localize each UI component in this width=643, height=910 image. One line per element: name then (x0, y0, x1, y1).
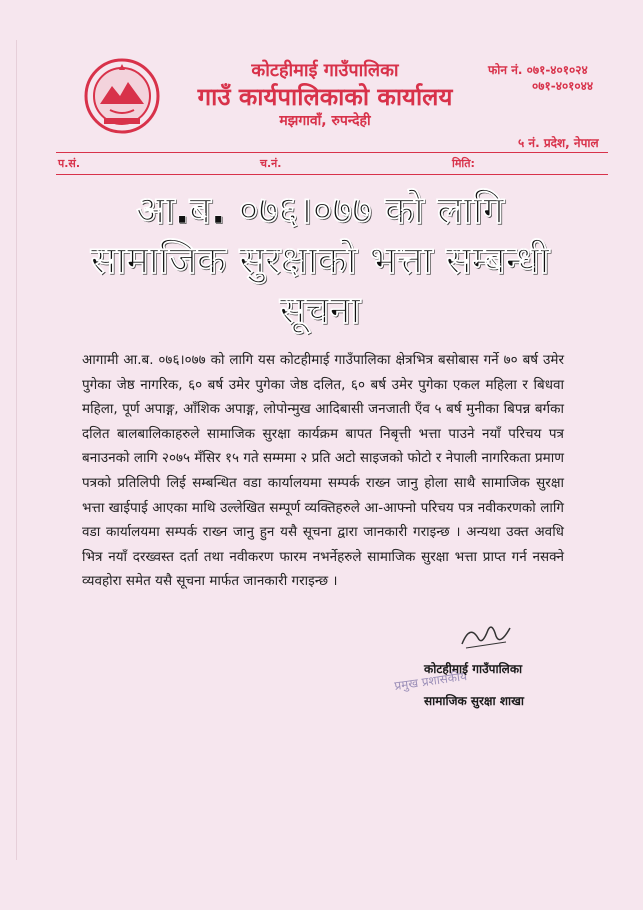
date-label: मिति: (452, 157, 475, 170)
notice-title-line-1: आ.ब. ०७६।०७७ को लागि (136, 188, 504, 232)
signatory-office: कोटहीमाई गाउँपालिका (424, 662, 523, 676)
reference-row (56, 156, 608, 172)
dispatch-number-label: च.नं. (260, 157, 282, 170)
nepal-government-emblem-icon (82, 56, 162, 136)
municipality-name: कोटहीमाई गाउँपालिका (251, 60, 399, 81)
province-label: ५ नं. प्रदेश, नेपाल (518, 136, 599, 150)
notice-title-line-2: सामाजिक सुरक्षाको भत्ता सम्बन्धी (90, 238, 550, 282)
phone-number-1: ०७१-४०१०२४ (526, 63, 588, 77)
signature-mark (456, 620, 516, 652)
phone-block (488, 62, 593, 94)
office-location: मझगावाँ, रुपन्देही (279, 113, 371, 129)
header-divider-top (56, 152, 608, 153)
notice-body: आगामी आ.ब. ०७६।०७७ को लागि यस कोटहीमाई गाउँपालिका क्षेत्रभित्र बसोबास गर्ने ७० बर्ष उमेर पुगेका जेष्ठ नागरिक, ६० बर्ष उमेर पुगेका जेष्ठ दलित, ६० बर्ष उमेर पुगेका एकल महिला र बिधवा महिला, पूर्ण अपाङ्ग, आँशिक अपाङ्ग, लोपोन्मुख आदिबासी जनजाती एँव ५ बर्ष मुनीका बिपन्न बर्गका दलित बालबालिकाहरुले सामाजिक सुरक्षा कार्यक्रम बापत निबृत्ती भत्ता पाउने नयाँ परिचय पत्र बनाउनको लागि २०७५ मँसिर १५ गते सम्ममा २ प्रति अटो साइजको फोटो र नेपाली नागरिकता प्रमाण पत्रको प्रतिलिपी लिई सम्बन्धित वडा कार्यालयमा सम्पर्क राख्न जानु होला साथै सामाजिक सुरक्षा भत्ता खाईपाई आएका माथि उल्लेखित सम्पूर्ण व्यक्तिहरुले आ-आफ्नो परिचय पत्र नवीकरणको लागि वडा कार्यालयमा सम्पर्क राख्न जानु हुन यसै सूचना द्वारा जानकारी गराइन्छ । अन्यथा उक्त अवधि भित्र नयाँ दरख्वस्त दर्ता तथा नवीकरण फारम नभर्नेहरुले सामाजिक सुरक्षा भत्ता प्राप्त गर्न नसक्ने व्यवहोरा समेत यसै सूचना मार्फत जानकारी गराइन्छ । (82, 352, 564, 590)
notice-title-line-3: सूचना (279, 288, 361, 332)
header-divider-bottom (56, 174, 608, 175)
office-name: गाउँ कार्यपालिकाको कार्यालय (197, 83, 453, 111)
scan-edge-line (16, 40, 17, 860)
official-stamp: प्रमुख प्रशासकीय (393, 668, 468, 694)
ref-number-label: प.सं. (58, 157, 81, 170)
letterhead (160, 60, 490, 130)
signatory-section: सामाजिक सुरक्षा शाखा (424, 694, 525, 708)
phone-number-2: ०७१-४०१०४४ (532, 79, 594, 93)
phone-label: फोन नं. (488, 63, 523, 77)
